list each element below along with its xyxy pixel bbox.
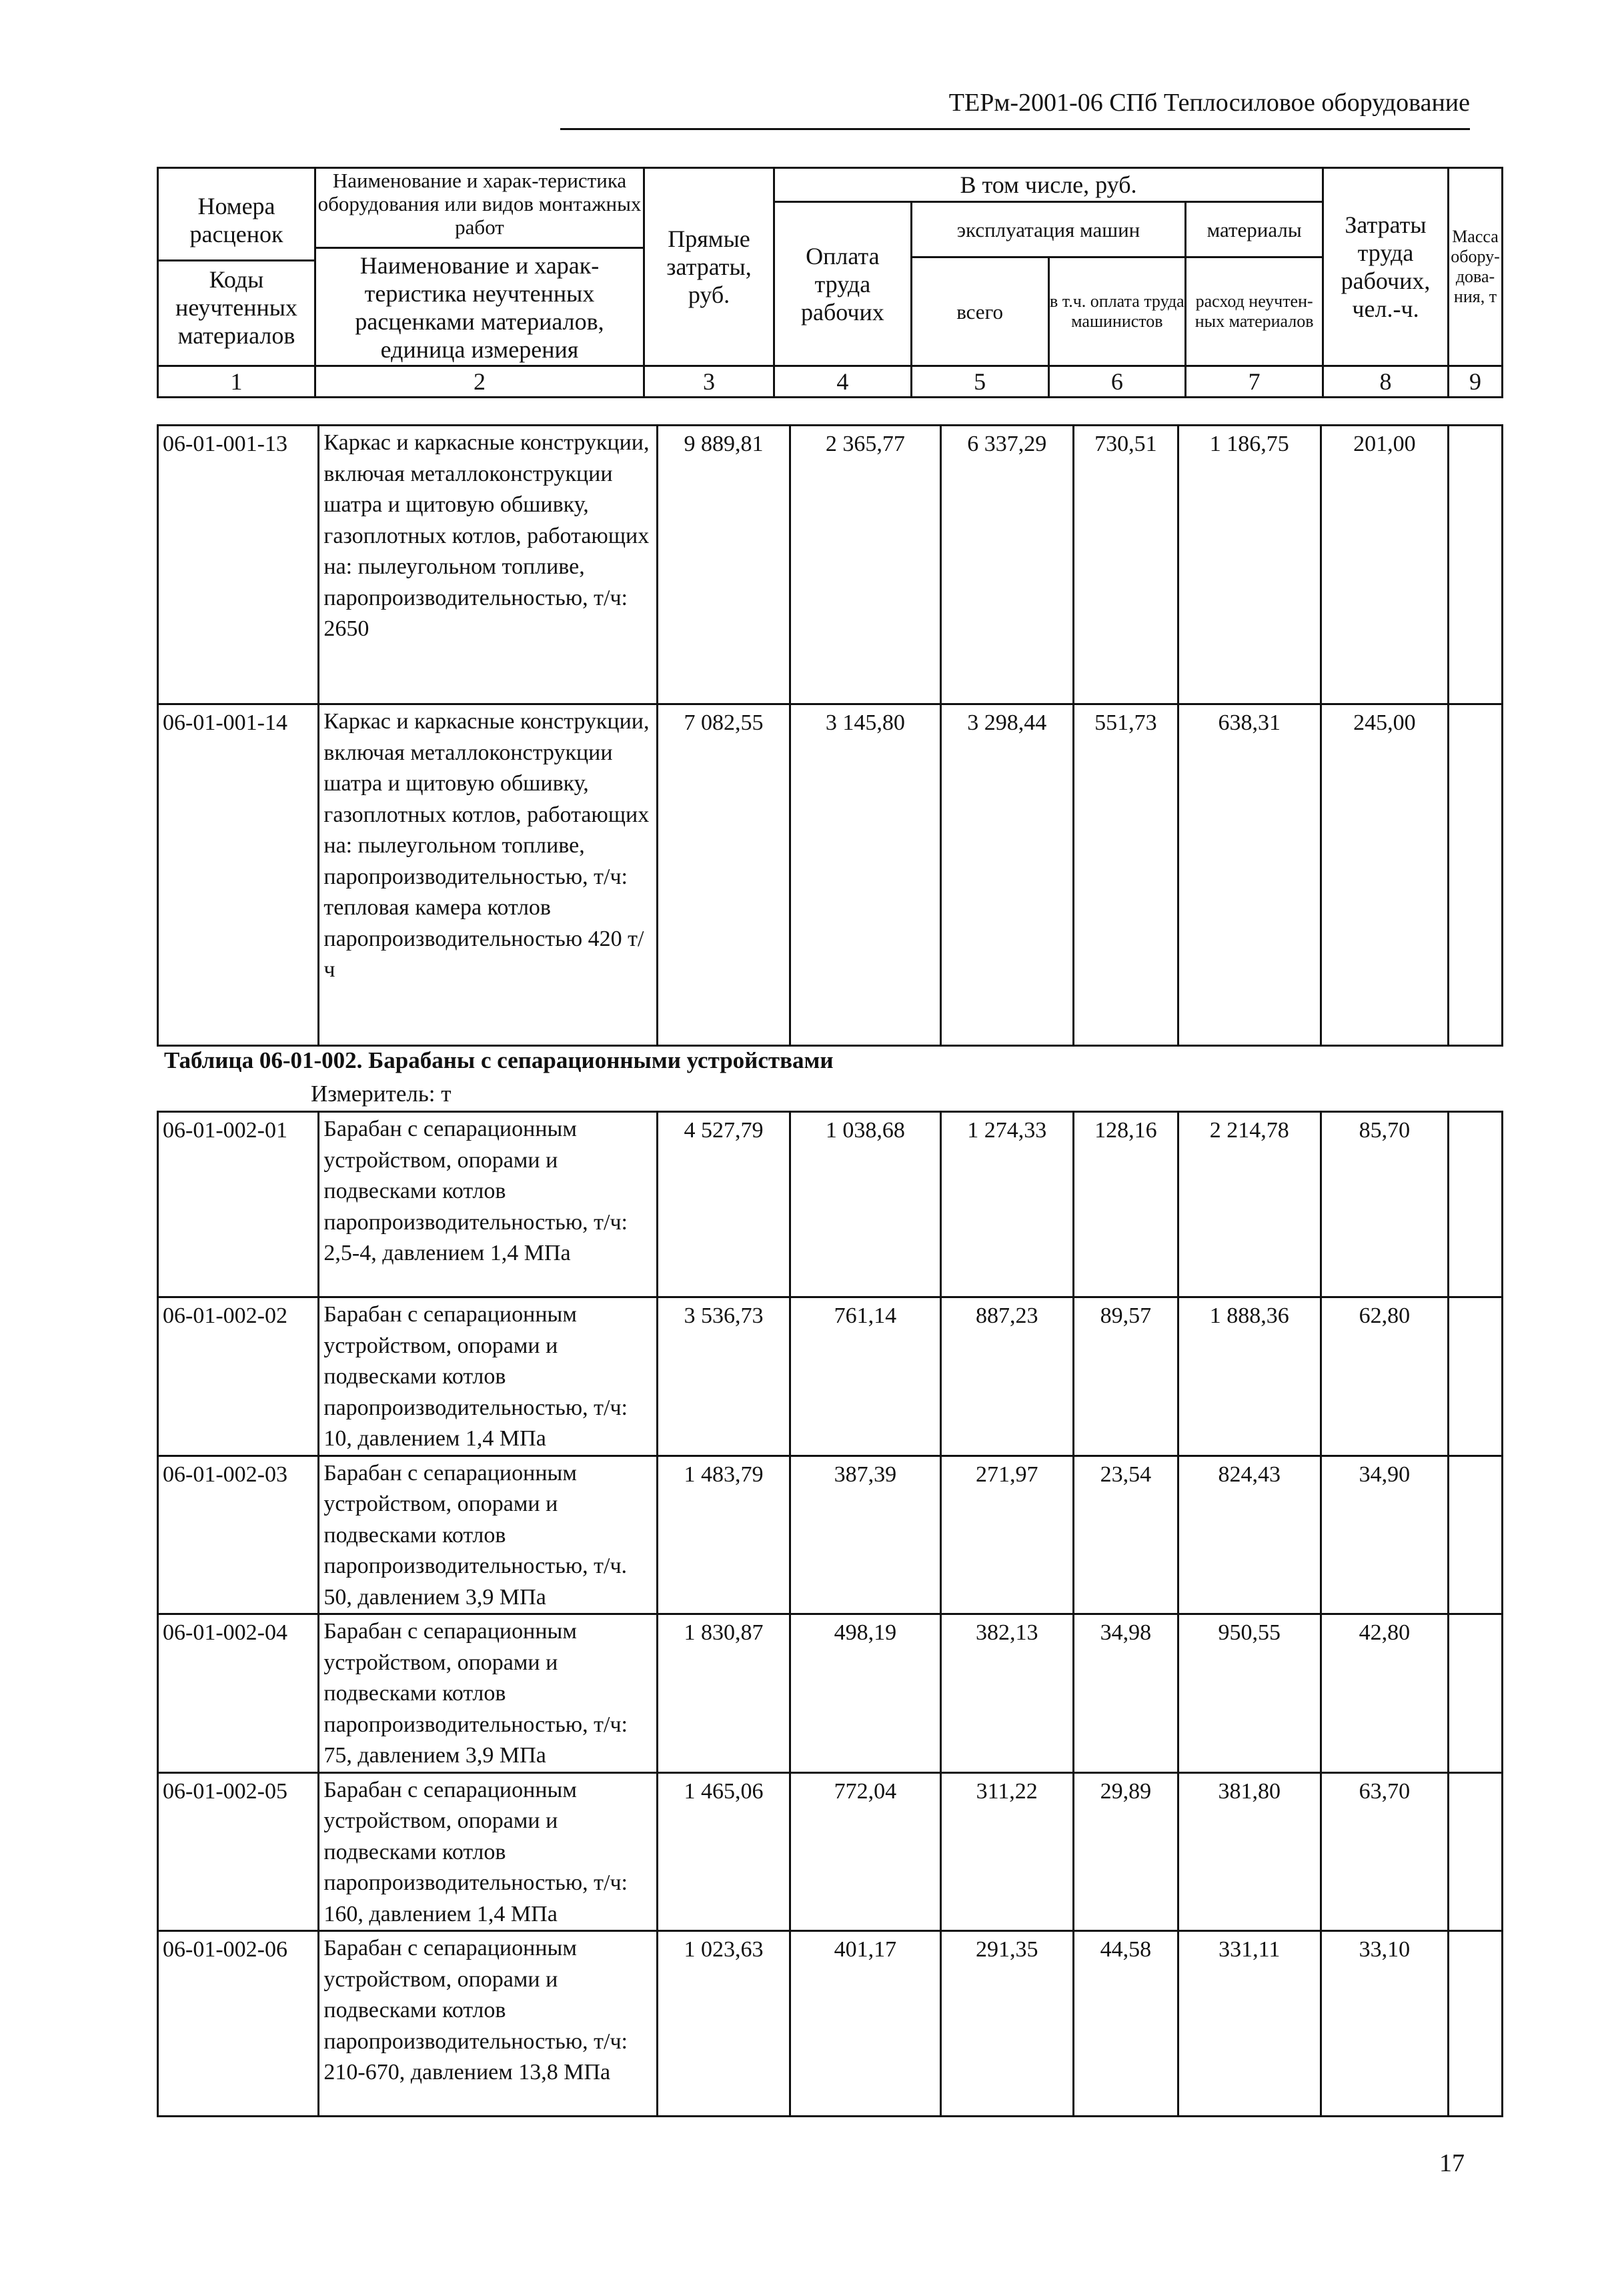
machinist-labor: 29,89 xyxy=(1073,1772,1178,1931)
direct-cost: 3 536,73 xyxy=(658,1297,790,1456)
page-number: 17 xyxy=(1439,2149,1465,2177)
labor-hours: 85,70 xyxy=(1321,1112,1449,1297)
direct-cost: 4 527,79 xyxy=(658,1112,790,1297)
rate-name: Барабан с сепарационным устройством, опорами и подвесками котлов паропроизводительностью, т/ч: 75, давлением 3,9 МПа xyxy=(319,1614,658,1773)
col5-header: всего xyxy=(911,257,1048,366)
labor-cost: 761,14 xyxy=(790,1297,940,1456)
rate-name: Каркас и каркасные конструкции, включая металлоконструкции шатра и щитовую обшивку, газоплотных котлов, работающих на: пылеугольном топливе, паропроизводительностью, т/ч: тепловая камера котлов паропроизводительностью 420 т/ч xyxy=(319,704,658,1046)
table-row xyxy=(158,1297,1503,1456)
rate-code: 06-01-002-06 xyxy=(158,1931,319,2117)
labor-cost: 2 365,77 xyxy=(790,426,940,704)
machinist-labor: 34,98 xyxy=(1073,1614,1178,1773)
direct-cost: 1 023,63 xyxy=(658,1931,790,2117)
labor-hours: 201,00 xyxy=(1321,426,1449,704)
col-number: 5 xyxy=(911,366,1048,398)
col-number: 3 xyxy=(644,366,774,398)
machines-header: эксплуатация машин xyxy=(911,202,1186,257)
table-row xyxy=(158,1112,1503,1297)
direct-cost: 9 889,81 xyxy=(658,426,790,704)
machine-cost: 311,22 xyxy=(940,1772,1073,1931)
col-number: 9 xyxy=(1449,366,1503,398)
materials-cost: 381,80 xyxy=(1178,1772,1321,1931)
labor-cost: 772,04 xyxy=(790,1772,940,1931)
machine-cost: 3 298,44 xyxy=(940,704,1073,1046)
labor-cost: 401,17 xyxy=(790,1931,940,2117)
machine-cost: 271,97 xyxy=(940,1456,1073,1614)
machinist-labor: 730,51 xyxy=(1073,426,1178,704)
machine-cost: 382,13 xyxy=(940,1614,1073,1773)
column-header-table xyxy=(157,167,1503,398)
equipment-mass xyxy=(1449,704,1503,1046)
rate-name: Барабан с сепарационным устройством, опорами и подвесками котлов паропроизводительностью, т/ч. 50, давлением 3,9 МПа xyxy=(319,1456,658,1614)
col1-header-bottom: Коды неучтенных материалов xyxy=(175,266,297,349)
col-number: 4 xyxy=(774,366,912,398)
materials-cost: 2 214,78 xyxy=(1178,1112,1321,1297)
col4-header: Оплата труда рабочих xyxy=(774,202,912,366)
machinist-labor: 23,54 xyxy=(1073,1456,1178,1614)
incl-header: В том числе, руб. xyxy=(774,168,1323,202)
rate-code: 06-01-001-14 xyxy=(158,704,319,1046)
col1-header xyxy=(158,168,315,366)
direct-cost: 1 465,06 xyxy=(658,1772,790,1931)
equipment-mass xyxy=(1449,1772,1503,1931)
table-row xyxy=(158,1772,1503,1931)
materials-cost: 1 888,36 xyxy=(1178,1297,1321,1456)
col-number: 2 xyxy=(315,366,644,398)
rate-name: Барабан с сепарационным устройством, опорами и подвесками котлов паропроизводительностью, т/ч: 10, давлением 1,4 МПа xyxy=(319,1297,658,1456)
labor-hours: 34,90 xyxy=(1321,1456,1449,1614)
rate-name: Каркас и каркасные конструкции, включая металлоконструкции шатра и щитовую обшивку, газоплотных котлов, работающих на: пылеугольном топливе, паропроизводительностью, т/ч: 2650 xyxy=(319,426,658,704)
measure-unit: Измеритель: т xyxy=(311,1081,452,1107)
table-row xyxy=(158,1614,1503,1773)
machinist-labor: 128,16 xyxy=(1073,1112,1178,1297)
col2-header-top: Наименование и харак-теристика оборудования или видов монтажных работ xyxy=(317,169,642,239)
materials-cost: 1 186,75 xyxy=(1178,426,1321,704)
machinist-labor: 551,73 xyxy=(1073,704,1178,1046)
materials-cost: 824,43 xyxy=(1178,1456,1321,1614)
table-row xyxy=(158,426,1503,704)
direct-cost: 1 830,87 xyxy=(658,1614,790,1773)
direct-cost: 7 082,55 xyxy=(658,704,790,1046)
page-header: ТЕРм-2001-06 СПб Теплосиловое оборудование xyxy=(948,89,1470,117)
col-number: 1 xyxy=(158,366,315,398)
labor-hours: 245,00 xyxy=(1321,704,1449,1046)
labor-cost: 498,19 xyxy=(790,1614,940,1773)
labor-hours: 63,70 xyxy=(1321,1772,1449,1931)
machine-cost: 6 337,29 xyxy=(940,426,1073,704)
rate-name: Барабан с сепарационным устройством, опорами и подвесками котлов паропроизводительностью, т/ч: 210-670, давлением 13,8 МПа xyxy=(319,1931,658,2117)
equipment-mass xyxy=(1449,1112,1503,1297)
col-number: 8 xyxy=(1323,366,1449,398)
labor-hours: 42,80 xyxy=(1321,1614,1449,1773)
col9-header: Масса обору-дова-ния, т xyxy=(1449,168,1503,366)
table-caption: Таблица 06-01-002. Барабаны с сепарационными устройствами xyxy=(164,1047,834,1073)
labor-cost: 3 145,80 xyxy=(790,704,940,1046)
rate-name: Барабан с сепарационным устройством, опорами и подвесками котлов паропроизводительностью, т/ч: 160, давлением 1,4 МПа xyxy=(319,1772,658,1931)
rate-code: 06-01-002-02 xyxy=(158,1297,319,1456)
rate-code: 06-01-002-03 xyxy=(158,1456,319,1614)
labor-hours: 33,10 xyxy=(1321,1931,1449,2117)
materials-header: материалы xyxy=(1186,202,1323,257)
equipment-mass xyxy=(1449,1297,1503,1456)
materials-cost: 638,31 xyxy=(1178,704,1321,1046)
machinist-labor: 89,57 xyxy=(1073,1297,1178,1456)
col2-header-bottom: Наименование и харак-теристика неучтенных расценками материалов, единица измерения xyxy=(355,252,604,363)
machinist-labor: 44,58 xyxy=(1073,1931,1178,2117)
header-rule xyxy=(560,128,1470,130)
col-number: 7 xyxy=(1186,366,1323,398)
rate-code: 06-01-002-04 xyxy=(158,1614,319,1773)
labor-cost: 1 038,68 xyxy=(790,1112,940,1297)
direct-cost: 1 483,79 xyxy=(658,1456,790,1614)
labor-hours: 62,80 xyxy=(1321,1297,1449,1456)
col2-header xyxy=(315,168,644,366)
col7-header: расход неучтен-ных материалов xyxy=(1186,257,1323,366)
equipment-mass xyxy=(1449,1614,1503,1773)
table-row xyxy=(158,704,1503,1046)
rates-table-001 xyxy=(157,424,1503,1047)
table-row xyxy=(158,1456,1503,1614)
col3-header: Прямые затраты, руб. xyxy=(644,168,774,366)
rate-code: 06-01-002-01 xyxy=(158,1112,319,1297)
col-number: 6 xyxy=(1048,366,1186,398)
col6-header: в т.ч. оплата труда машинистов xyxy=(1048,257,1186,366)
equipment-mass xyxy=(1449,1456,1503,1614)
rate-code: 06-01-002-05 xyxy=(158,1772,319,1931)
equipment-mass xyxy=(1449,1931,1503,2117)
col1-header-top: Номера расценок xyxy=(189,192,283,247)
materials-cost: 950,55 xyxy=(1178,1614,1321,1773)
equipment-mass xyxy=(1449,426,1503,704)
machine-cost: 887,23 xyxy=(940,1297,1073,1456)
rate-name: Барабан с сепарационным устройством, опорами и подвесками котлов паропроизводительностью, т/ч: 2,5-4, давлением 1,4 МПа xyxy=(319,1112,658,1297)
labor-cost: 387,39 xyxy=(790,1456,940,1614)
rates-table-002 xyxy=(157,1111,1503,2117)
materials-cost: 331,11 xyxy=(1178,1931,1321,2117)
machine-cost: 1 274,33 xyxy=(940,1112,1073,1297)
col8-header: Затраты труда рабочих, чел.-ч. xyxy=(1323,168,1449,366)
machine-cost: 291,35 xyxy=(940,1931,1073,2117)
table-row xyxy=(158,1931,1503,2117)
rate-code: 06-01-001-13 xyxy=(158,426,319,704)
